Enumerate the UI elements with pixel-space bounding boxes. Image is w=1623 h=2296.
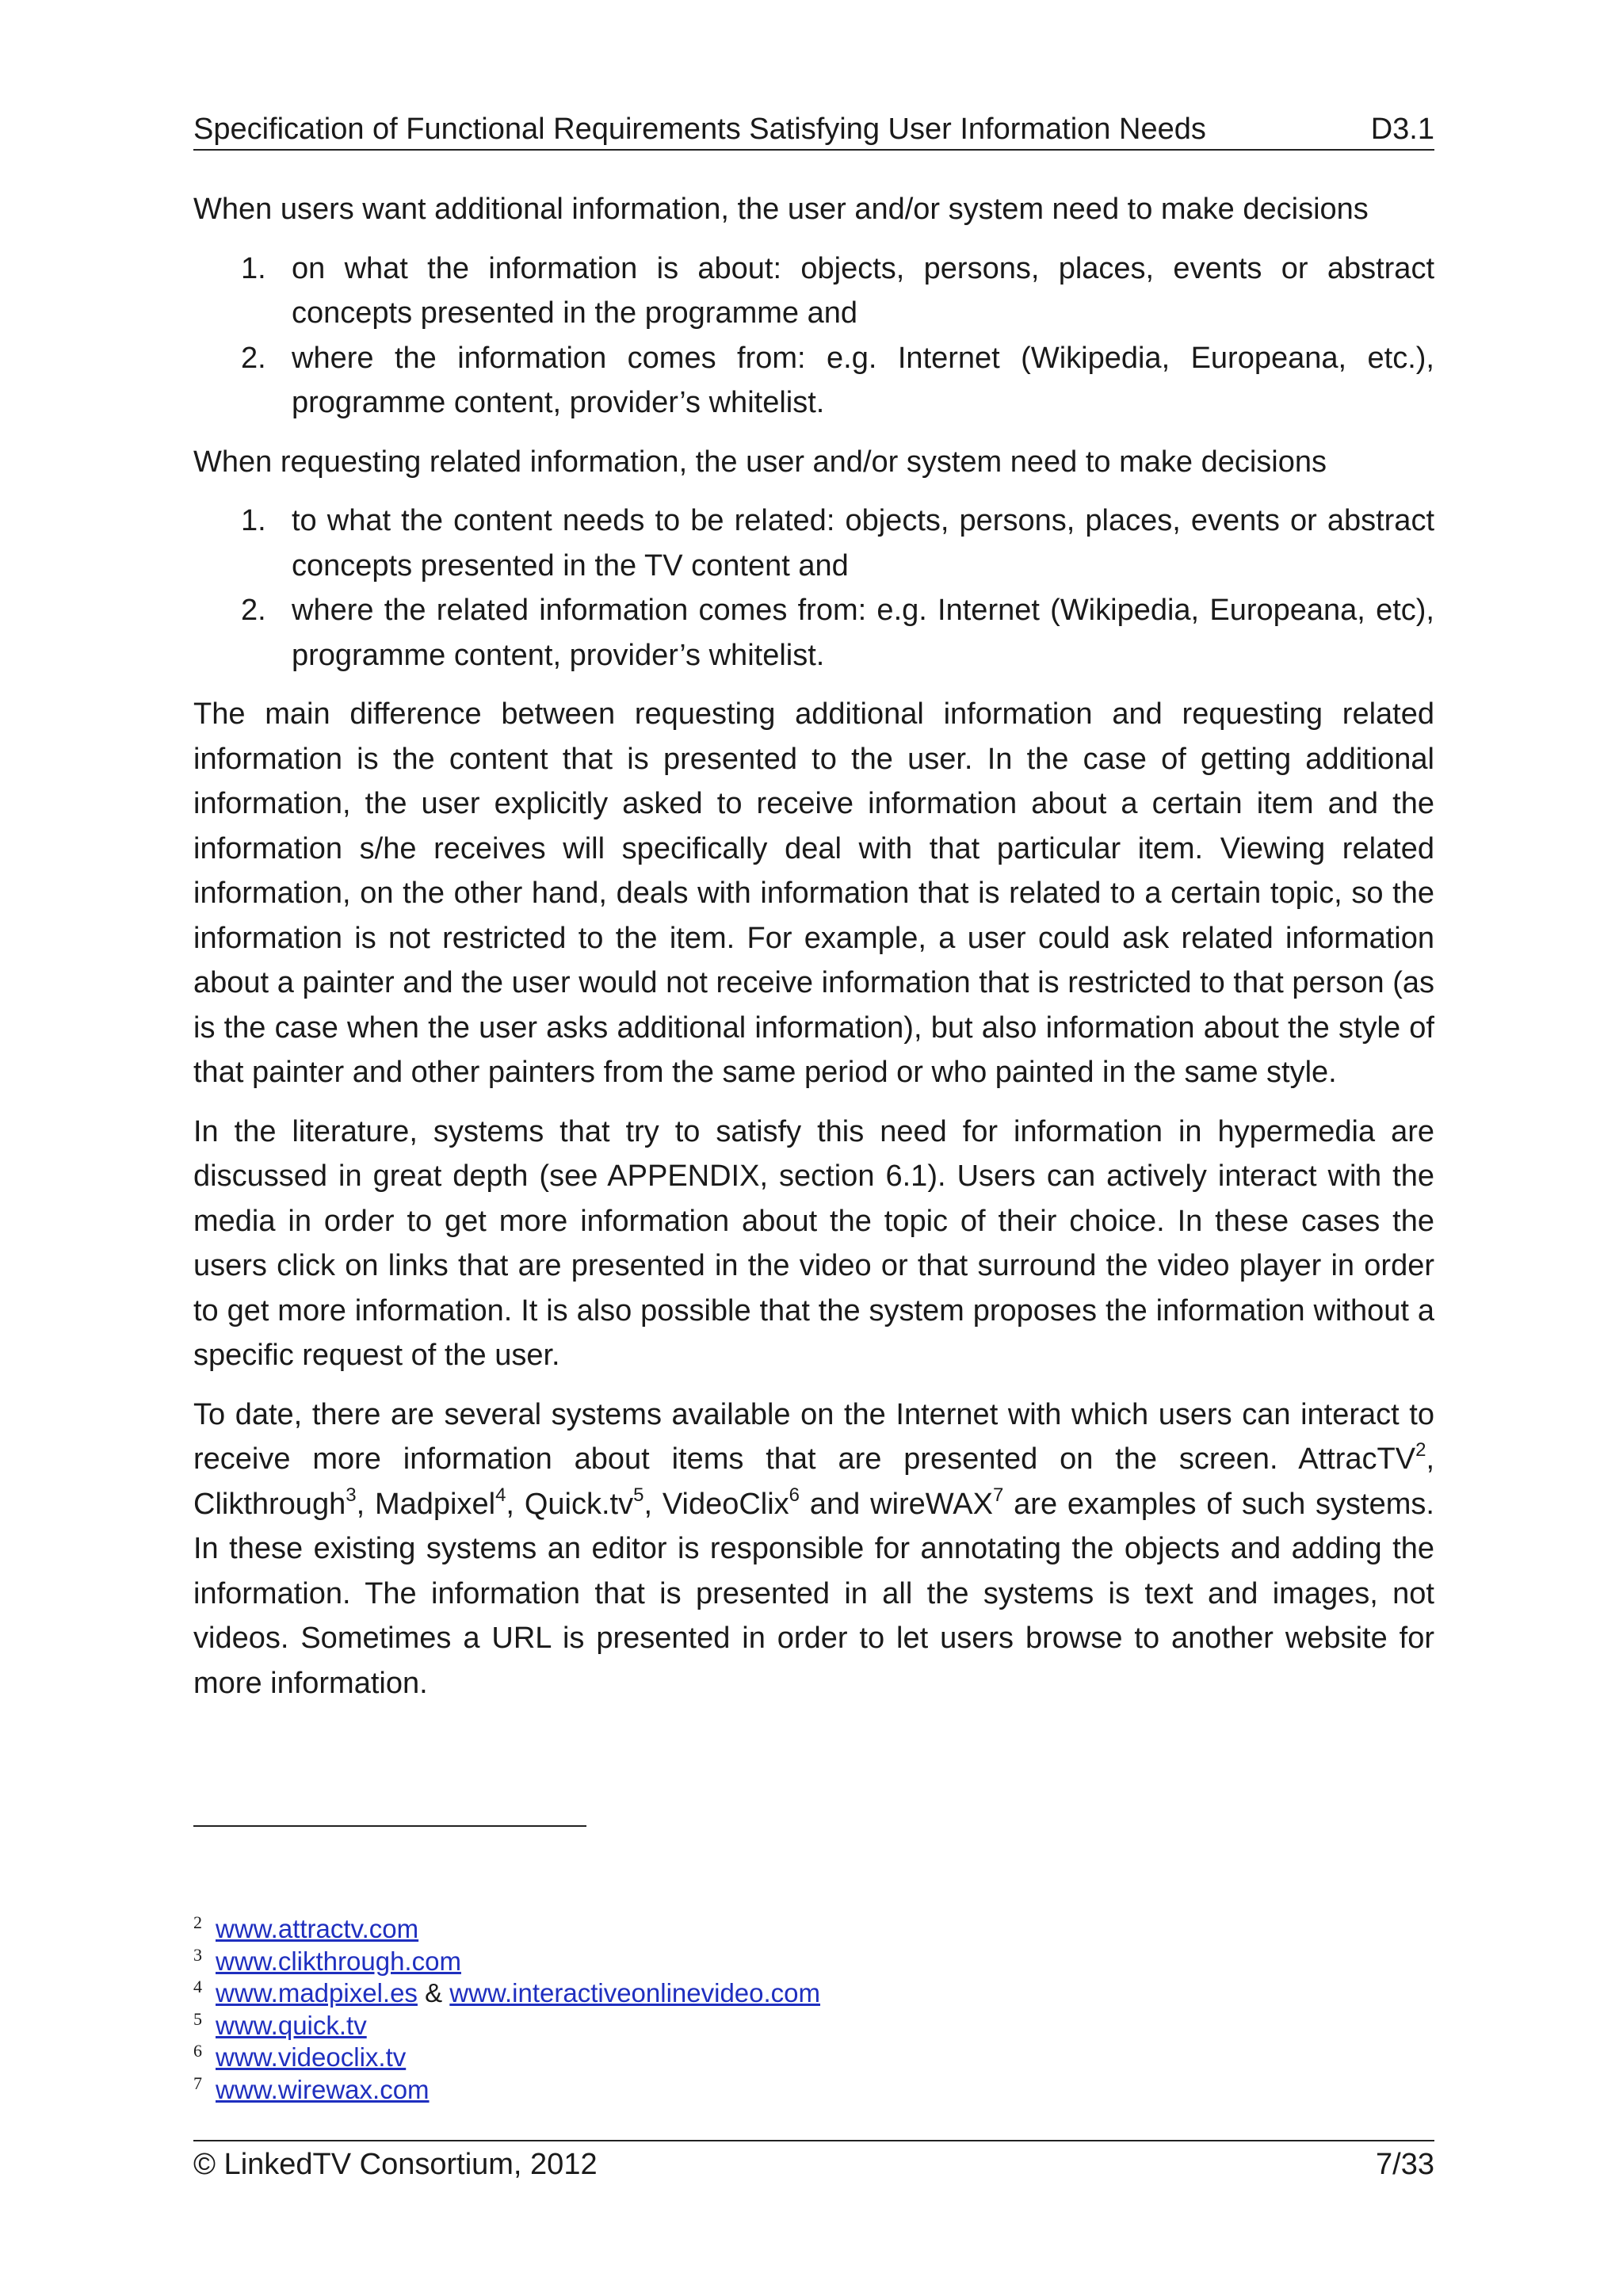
body-text [193,187,1434,1720]
list-item-number: 1. [241,251,266,285]
footer-copyright: © LinkedTV Consortium, 2012 [193,2148,598,2181]
footnote-link[interactable]: www.quick.tv [216,2010,367,2040]
footnote-link[interactable]: www.madpixel.es [216,1978,418,2008]
page-number: 7/33 [1376,2148,1434,2181]
footnote: 4 www.madpixel.es & www.interactiveonlinevideo.com [193,1977,821,2008]
footnote-ref[interactable]: 5 [633,1484,644,1506]
footnote-ref[interactable]: 7 [992,1484,1004,1506]
footnote-ampersand: & [425,1978,443,2008]
footnote-link[interactable]: www.clikthrough.com [216,1946,461,1976]
footnote-ref[interactable]: 4 [495,1484,506,1506]
footnote: 3 www.clikthrough.com [193,1944,461,1976]
header-doc-id: D3.1 [1370,113,1434,146]
list-item-text: on what the information is about: objects, persons, places, events or abstract concepts presented in the programme and [292,251,1434,330]
footnote-link[interactable]: www.attractv.com [216,1914,419,1943]
footnote-link[interactable]: www.interactiveonlinevideo.com [449,1978,821,2008]
footnote-link[interactable]: www.videoclix.tv [216,2042,407,2072]
list-item-number: 2. [241,341,266,375]
list-item [193,246,1434,336]
p3-text: , Clikthrough [193,1442,1434,1521]
footnote: 2 www.attractv.com [193,1912,419,1943]
list-item-text: where the related information comes from: e.g. Internet (Wikipedia, Europeana, etc), programme content, provider’s whitelist. [292,594,1434,672]
paragraph-existing-systems [193,1392,1434,1706]
paragraph-literature: In the literature, systems that try to satisfy this need for information in hypermedia are discussed in great depth (see APPENDIX, section 6.1). Users can actively interact with the media in order to get more information about the topic of their choice. In these cases the users click on links that are presented in the video or that surround the video player in order to get more information. It is also possible that the system proposes the information without a specific request of the user. [193,1114,1434,1372]
footnote-link[interactable]: www.wirewax.com [216,2074,430,2104]
list-item-text: where the information comes from: e.g. Internet (Wikipedia, Europeana, etc.), programme content, provider’s whitelist. [292,341,1434,419]
footnotes [193,1913,1434,2106]
footnote: 6 www.videoclix.tv [193,2041,407,2072]
header-title: Specification of Functional Requirements Satisfying User Information Needs [193,113,1206,146]
footnote: 7 www.wirewax.com [193,2073,430,2104]
footnote-ref[interactable]: 2 [1415,1439,1426,1461]
p3-text: , Madpixel [356,1487,496,1521]
page-footer [193,2140,1434,2184]
footnote-ref[interactable]: 3 [346,1484,357,1506]
section1-intro: When users want additional information, the user and/or system need to make decisions [193,193,1369,226]
section1-list [193,246,1434,426]
page-header [193,109,1434,151]
p3-text: , VideoClix [643,1487,789,1521]
paragraph-main-difference: The main difference between requesting additional information and requesting related information is the content that is presented to the user. In the case of getting additional information, the user explicitly asked to receive information about a certain item and the information s/he receives will specifically deal with that particular item. Viewing related information, on the other hand, deals with information that is related to a certain topic, so the information is not restricted to the item. For example, a user could ask related information about a painter and the user would not receive information that is restricted to that person (as is the case when the user asks additional information), but also information about the style of that painter and other painters from the same period or who painted in the same style. [193,697,1434,1089]
list-item-text: to what the content needs to be related: objects, persons, places, events or abstract concepts presented in the TV content and [292,504,1434,583]
p3-text: , Quick.tv [506,1487,634,1521]
list-item [193,588,1434,678]
list-item [193,336,1434,426]
footnote-ref[interactable]: 6 [789,1484,800,1506]
p3-end: are examples of such systems. In these existing systems an editor is responsible for annotating the objects and adding the information. The information that is presented in all the systems is text and images, not videos. Sometimes a URL is presented in order to let users browse to another website for more information. [193,1487,1434,1700]
footnote: 5 www.quick.tv [193,2008,367,2040]
section2-intro: When requesting related information, the user and/or system need to make decisions [193,445,1327,479]
section2-list [193,499,1434,678]
list-item-number: 1. [241,504,266,537]
list-item-number: 2. [241,594,266,627]
p3-text: and wireWAX [800,1487,993,1521]
footnote-separator [193,1825,586,1827]
list-item [193,499,1434,588]
p3-start: To date, there are several systems available on the Internet with which users can interact to receive more information about items that are presented on the screen. AttracTV [193,1397,1434,1476]
